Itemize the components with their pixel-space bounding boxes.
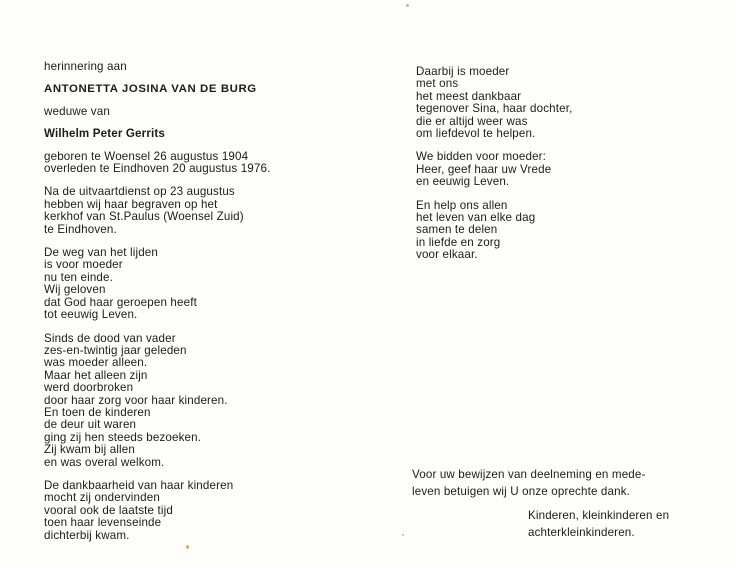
text-line: kerkhof van St.Paulus (Woensel Zuid) — [44, 210, 244, 224]
birth-line: geboren te Woensel 26 augustus 1904 — [44, 149, 249, 163]
text-line: Na de uitvaartdienst op 23 augustus — [44, 185, 235, 199]
thanks-paragraph — [412, 467, 712, 500]
text-line: Daarbij is moeder — [416, 65, 510, 78]
text-line: Wij geloven — [44, 283, 106, 297]
deceased-name: ANTONETTA JOSINA VAN DE BURG — [44, 83, 257, 96]
text-line: toen haar levenseinde — [44, 516, 162, 530]
text-line: En toen de kinderen — [44, 405, 151, 419]
text-line: werd doorbroken — [44, 381, 134, 395]
text-line: ging zij hen steeds bezoeken. — [44, 430, 202, 444]
family-signoff — [528, 508, 669, 541]
text-line: tot eeuwig Leven. — [44, 308, 138, 322]
text-line: door haar zorg voor haar kinderen. — [44, 393, 228, 407]
paper-speck — [406, 4, 409, 7]
text-line: leven betuigen wij U onze oprechte dank. — [412, 484, 631, 498]
text-line: achterkleinkinderen. — [528, 525, 635, 539]
text-line: voor elkaar. — [416, 248, 478, 262]
text-line: in liefde en zorg — [416, 235, 501, 249]
stanza-lijden — [44, 247, 344, 321]
text-line: De dankbaarheid van haar kinderen — [44, 478, 234, 492]
paper-speck — [402, 534, 404, 536]
widow-of-text: weduwe van — [44, 104, 110, 118]
text-line: dat God haar geroepen heeft — [44, 295, 197, 309]
stanza-dankbaar — [416, 66, 716, 140]
text-line: te Eindhoven. — [44, 222, 117, 236]
text-line: om liefdevol te helpen. — [416, 127, 536, 141]
text-line: die er altijd weer was — [416, 114, 528, 128]
text-line: en eeuwig Leven. — [416, 175, 510, 189]
text-line: mocht zij ondervinden — [44, 491, 160, 505]
left-column — [44, 61, 344, 542]
text-line: was moeder alleen. — [44, 356, 148, 370]
text-line: het leven van elke dag — [416, 211, 536, 225]
text-line: en was overal welkom. — [44, 455, 165, 469]
text-line: Kinderen, kleinkinderen en — [528, 509, 670, 522]
text-line: Sinds de dood van vader — [44, 331, 176, 345]
stanza-help — [416, 200, 716, 262]
text-line: met ons — [416, 77, 459, 91]
text-line: dichterbij kwam. — [44, 528, 130, 542]
paper-speck — [186, 545, 189, 549]
text-line: We bidden voor moeder: — [416, 150, 547, 164]
text-line: En help ons allen — [416, 198, 508, 212]
stanza-dankbaarheid — [44, 480, 344, 542]
text-line: Voor uw bewijzen van deelneming en mede- — [412, 468, 646, 481]
text-line: Zij kwam bij allen — [44, 443, 135, 457]
text-line: De weg van het lijden — [44, 246, 159, 260]
stanza-sinds — [44, 333, 344, 469]
spouse-name: Wilhelm Peter Gerrits — [44, 127, 165, 141]
text-line: samen te delen — [416, 223, 498, 237]
text-line: het meest dankbaar — [416, 89, 522, 103]
text-line: vooral ook de laatste tijd — [44, 503, 173, 517]
text-line: zes-en-twintig jaar geleden — [44, 343, 187, 357]
text-line: de deur uit waren — [44, 418, 137, 432]
text-line: is voor moeder — [44, 258, 123, 272]
text-line: tegenover Sina, haar dochter, — [416, 102, 573, 116]
text-line: hebben wij haar begraven op het — [44, 197, 218, 211]
text-line: Maar het alleen zijn — [44, 368, 148, 382]
death-line: overleden te Eindhoven 20 augustus 1976. — [44, 162, 271, 176]
text-line: Heer, geef haar uw Vrede — [416, 162, 552, 176]
intro-text: herinnering aan — [44, 60, 127, 73]
burial-paragraph — [44, 186, 344, 236]
right-column — [416, 66, 716, 262]
stanza-bidden — [416, 151, 716, 188]
text-line: nu ten einde. — [44, 270, 113, 284]
